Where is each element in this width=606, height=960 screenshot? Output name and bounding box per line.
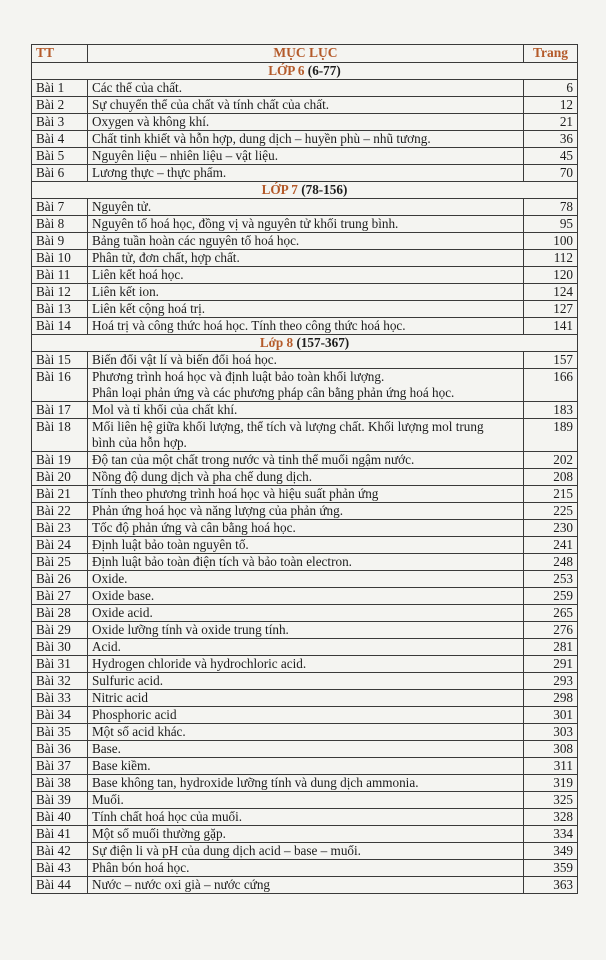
table-row <box>32 233 578 250</box>
lesson-title: Nguyên tố hoá học, đồng vị và nguyên tử khối trung bình. <box>91 216 399 231</box>
lesson-title: Hoá trị và công thức hoá học. Tính theo công thức hoá học. <box>91 318 406 333</box>
lesson-number: Bài 17 <box>32 402 88 419</box>
lesson-title-cell <box>87 352 523 369</box>
lesson-number: Bài 2 <box>32 97 88 114</box>
table-row <box>32 673 578 690</box>
lesson-number: Bài 26 <box>32 571 88 588</box>
lesson-number: Bài 23 <box>32 520 88 537</box>
table-row <box>32 469 578 486</box>
table-row <box>32 369 578 402</box>
lesson-number: Bài 31 <box>32 656 88 673</box>
lesson-page-number: 276 <box>524 622 578 639</box>
lesson-page-number: 45 <box>524 148 578 165</box>
lesson-number: Bài 11 <box>32 267 88 284</box>
lesson-page-number: 230 <box>524 520 578 537</box>
lesson-title-cell <box>87 537 523 554</box>
grade-header-row <box>32 182 578 199</box>
lesson-page-number: 6 <box>524 80 578 97</box>
lesson-title: Liên kết cộng hoá trị. <box>91 301 206 316</box>
lesson-title: Lương thực – thực phẩm. <box>91 165 227 180</box>
lesson-number: Bài 4 <box>32 131 88 148</box>
grade-label: Lớp 8 <box>259 335 294 350</box>
lesson-number: Bài 40 <box>32 809 88 826</box>
table-row <box>32 148 578 165</box>
lesson-number: Bài 16 <box>32 369 88 402</box>
lesson-title-cell <box>87 402 523 419</box>
lesson-title: Oxide base. <box>91 588 155 603</box>
lesson-number: Bài 7 <box>32 199 88 216</box>
lesson-title: Nguyên tử. <box>91 199 152 214</box>
lesson-title-cell <box>87 216 523 233</box>
lesson-title: Chất tinh khiết và hỗn hợp, dung dịch – huyền phù – nhũ tương. <box>91 131 431 146</box>
lesson-title-cell <box>87 588 523 605</box>
lesson-number: Bài 24 <box>32 537 88 554</box>
lesson-title-cell <box>87 267 523 284</box>
lesson-title: Mối liên hệ giữa khối lượng, thể tích và lượng chất. Khối lượng mol trung <box>91 419 484 434</box>
lesson-number: Bài 43 <box>32 860 88 877</box>
table-row <box>32 216 578 233</box>
table-row <box>32 284 578 301</box>
lesson-page-number: 281 <box>524 639 578 656</box>
table-row <box>32 554 578 571</box>
table-row <box>32 792 578 809</box>
table-row <box>32 605 578 622</box>
lesson-title-cell <box>87 605 523 622</box>
lesson-title: Tính theo phương trình hoá học và hiệu suất phản ứng <box>91 486 379 501</box>
lesson-title-cell <box>87 233 523 250</box>
grade-heading <box>32 182 578 199</box>
lesson-title: Tính chất hoá học của muối. <box>91 809 243 824</box>
lesson-page-number: 308 <box>524 741 578 758</box>
lesson-page-number: 202 <box>524 452 578 469</box>
table-row <box>32 843 578 860</box>
lesson-title-cell <box>87 741 523 758</box>
lesson-page-number: 241 <box>524 537 578 554</box>
lesson-number: Bài 38 <box>32 775 88 792</box>
grade-label: LỚP 6 <box>268 63 305 78</box>
lesson-number: Bài 37 <box>32 758 88 775</box>
lesson-title: Liên kết hoá học. <box>91 267 184 282</box>
table-row <box>32 877 578 894</box>
lesson-number: Bài 44 <box>32 877 88 894</box>
lesson-title: Nguyên liệu – nhiên liệu – vật liệu. <box>91 148 279 163</box>
lesson-page-number: 112 <box>524 250 578 267</box>
lesson-page-number: 124 <box>524 284 578 301</box>
lesson-number: Bài 22 <box>32 503 88 520</box>
lesson-title: Định luật bảo toàn điện tích và bảo toàn electron. <box>91 554 352 569</box>
lesson-title-cell <box>87 809 523 826</box>
lesson-number: Bài 32 <box>32 673 88 690</box>
grade-page-range: (157-367) <box>296 335 350 350</box>
lesson-number: Bài 14 <box>32 318 88 335</box>
lesson-page-number: 301 <box>524 707 578 724</box>
table-row <box>32 165 578 182</box>
lesson-title-cell <box>87 826 523 843</box>
table-row <box>32 131 578 148</box>
lesson-number: Bài 35 <box>32 724 88 741</box>
lesson-title-cell <box>87 148 523 165</box>
lesson-title: Phân bón hoá học. <box>91 860 190 875</box>
lesson-title: Oxide. <box>91 571 128 586</box>
lesson-number: Bài 25 <box>32 554 88 571</box>
lesson-number: Bài 19 <box>32 452 88 469</box>
lesson-number: Bài 15 <box>32 352 88 369</box>
lesson-page-number: 253 <box>524 571 578 588</box>
lesson-title-cell <box>87 656 523 673</box>
lesson-page-number: 291 <box>524 656 578 673</box>
lesson-number: Bài 18 <box>32 419 88 452</box>
lesson-title-cell <box>87 860 523 877</box>
grade-page-range: (6-77) <box>307 63 341 78</box>
lesson-title: Sự chuyển thể của chất và tính chất của chất. <box>91 97 330 112</box>
grade-header-row <box>32 335 578 352</box>
lesson-title: Phương trình hoá học và định luật bảo toàn khối lượng. <box>91 369 385 384</box>
lesson-number: Bài 3 <box>32 114 88 131</box>
lesson-page-number: 95 <box>524 216 578 233</box>
lesson-number: Bài 27 <box>32 588 88 605</box>
lesson-page-number: 325 <box>524 792 578 809</box>
lesson-title-cell <box>87 318 523 335</box>
lesson-number: Bài 10 <box>32 250 88 267</box>
lesson-page-number: 183 <box>524 402 578 419</box>
lesson-title-cell <box>87 690 523 707</box>
lesson-page-number: 127 <box>524 301 578 318</box>
table-row <box>32 199 578 216</box>
table-row <box>32 826 578 843</box>
table-row <box>32 741 578 758</box>
lesson-page-number: 21 <box>524 114 578 131</box>
lesson-page-number: 70 <box>524 165 578 182</box>
table-of-contents <box>31 44 578 894</box>
lesson-title-cell <box>87 199 523 216</box>
lesson-number: Bài 28 <box>32 605 88 622</box>
table-row <box>32 318 578 335</box>
lesson-page-number: 349 <box>524 843 578 860</box>
lesson-title: Tốc độ phản ứng và cân bằng hoá học. <box>91 520 296 535</box>
lesson-title: Sulfuric acid. <box>91 673 163 688</box>
lesson-page-number: 166 <box>524 369 578 402</box>
lesson-number: Bài 1 <box>32 80 88 97</box>
lesson-title-cell <box>87 707 523 724</box>
lesson-title-cell <box>87 131 523 148</box>
table-row <box>32 80 578 97</box>
lesson-number: Bài 42 <box>32 843 88 860</box>
lesson-title-cell <box>87 758 523 775</box>
lesson-page-number: 248 <box>524 554 578 571</box>
lesson-title-cell <box>87 639 523 656</box>
lesson-page-number: 303 <box>524 724 578 741</box>
lesson-title: Oxide acid. <box>91 605 153 620</box>
lesson-page-number: 225 <box>524 503 578 520</box>
lesson-page-number: 189 <box>524 419 578 452</box>
lesson-number: Bài 20 <box>32 469 88 486</box>
table-row <box>32 758 578 775</box>
table-row <box>32 97 578 114</box>
table-row <box>32 114 578 131</box>
grade-page-range: (78-156) <box>301 182 348 197</box>
lesson-title: Phản ứng hoá học và năng lượng của phản ứng. <box>91 503 344 518</box>
lesson-title-cell <box>87 469 523 486</box>
lesson-title: Bảng tuần hoàn các nguyên tố hoá học. <box>91 233 300 248</box>
table-row <box>32 656 578 673</box>
table-row <box>32 860 578 877</box>
lesson-page-number: 12 <box>524 97 578 114</box>
lesson-title-cell <box>87 724 523 741</box>
lesson-title: Phosphoric acid <box>91 707 177 722</box>
lesson-title-cell <box>87 792 523 809</box>
table-row <box>32 402 578 419</box>
lesson-page-number: 208 <box>524 469 578 486</box>
lesson-page-number: 100 <box>524 233 578 250</box>
lesson-page-number: 319 <box>524 775 578 792</box>
lesson-page-number: 78 <box>524 199 578 216</box>
lesson-title: Mol và tỉ khối của chất khí. <box>91 402 238 417</box>
table-row <box>32 486 578 503</box>
lesson-title-cell <box>87 571 523 588</box>
lesson-title-cell <box>87 452 523 469</box>
lesson-title-cell <box>87 97 523 114</box>
lesson-number: Bài 8 <box>32 216 88 233</box>
lesson-title-cell <box>87 80 523 97</box>
lesson-page-number: 215 <box>524 486 578 503</box>
header-row <box>32 45 578 63</box>
toc-body <box>32 63 578 894</box>
table-row <box>32 690 578 707</box>
lesson-number: Bài 30 <box>32 639 88 656</box>
lesson-title-cell <box>87 503 523 520</box>
lesson-title: Liên kết ion. <box>91 284 159 299</box>
table-row <box>32 520 578 537</box>
lesson-title-cell <box>87 877 523 894</box>
lesson-number: Bài 34 <box>32 707 88 724</box>
column-header-tt: TT <box>32 45 88 63</box>
lesson-number: Bài 12 <box>32 284 88 301</box>
lesson-title-cell <box>87 284 523 301</box>
table-row <box>32 452 578 469</box>
lesson-title: Định luật bảo toàn nguyên tố. <box>91 537 249 552</box>
lesson-page-number: 120 <box>524 267 578 284</box>
lesson-title: Độ tan của một chất trong nước và tinh thể muối ngậm nước. <box>91 452 415 467</box>
lesson-title: Một số muối thường gặp. <box>91 826 226 841</box>
column-header-page: Trang <box>524 45 578 63</box>
lesson-page-number: 157 <box>524 352 578 369</box>
lesson-page-number: 141 <box>524 318 578 335</box>
lesson-title-continued: Phân loại phản ứng và các phương pháp cân bằng phản ứng hoá học. <box>91 385 455 400</box>
lesson-title: Nitric acid <box>91 690 148 705</box>
lesson-title: Nước – nước oxi già – nước cứng <box>91 877 271 892</box>
lesson-page-number: 363 <box>524 877 578 894</box>
lesson-title: Acid. <box>91 639 121 654</box>
lesson-number: Bài 41 <box>32 826 88 843</box>
lesson-title: Một số acid khác. <box>91 724 186 739</box>
table-row <box>32 724 578 741</box>
grade-header-row <box>32 63 578 80</box>
lesson-title-cell <box>87 622 523 639</box>
lesson-page-number: 298 <box>524 690 578 707</box>
lesson-number: Bài 21 <box>32 486 88 503</box>
lesson-title-cell <box>87 554 523 571</box>
table-row <box>32 267 578 284</box>
lesson-title: Base không tan, hydroxide lưỡng tính và dung dịch ammonia. <box>91 775 419 790</box>
lesson-page-number: 334 <box>524 826 578 843</box>
table-row <box>32 301 578 318</box>
lesson-number: Bài 9 <box>32 233 88 250</box>
lesson-title: Nồng độ dung dịch và pha chế dung dịch. <box>91 469 313 484</box>
lesson-title-cell <box>87 301 523 318</box>
table-row <box>32 537 578 554</box>
lesson-title: Sự điện li và pH của dung dịch acid – base – muối. <box>91 843 361 858</box>
table-row <box>32 588 578 605</box>
lesson-number: Bài 36 <box>32 741 88 758</box>
lesson-page-number: 359 <box>524 860 578 877</box>
lesson-title: Muối. <box>91 792 124 807</box>
lesson-title: Biến đổi vật lí và biến đổi hoá học. <box>91 352 277 367</box>
lesson-number: Bài 29 <box>32 622 88 639</box>
table-row <box>32 250 578 267</box>
table-row <box>32 809 578 826</box>
lesson-title: Oxygen và không khí. <box>91 114 210 129</box>
lesson-title: Base kiềm. <box>91 758 151 773</box>
table-row <box>32 775 578 792</box>
table-row <box>32 707 578 724</box>
lesson-title-cell <box>87 673 523 690</box>
lesson-title: Base. <box>91 741 121 756</box>
lesson-title-cell <box>87 250 523 267</box>
lesson-title: Hydrogen chloride và hydrochloric acid. <box>91 656 307 671</box>
table-row <box>32 622 578 639</box>
lesson-number: Bài 6 <box>32 165 88 182</box>
lesson-title-cell <box>87 165 523 182</box>
lesson-title-cell <box>87 843 523 860</box>
lesson-title-cell <box>87 520 523 537</box>
column-header-title: MỤC LỤC <box>87 45 523 63</box>
lesson-page-number: 328 <box>524 809 578 826</box>
lesson-title-cell <box>87 114 523 131</box>
lesson-title: Oxide lưỡng tính và oxide trung tính. <box>91 622 289 637</box>
lesson-title-cell <box>87 419 523 452</box>
lesson-page-number: 36 <box>524 131 578 148</box>
table-row <box>32 352 578 369</box>
lesson-page-number: 265 <box>524 605 578 622</box>
table-row <box>32 419 578 452</box>
lesson-number: Bài 39 <box>32 792 88 809</box>
lesson-title-cell <box>87 486 523 503</box>
lesson-title-cell <box>87 775 523 792</box>
lesson-page-number: 293 <box>524 673 578 690</box>
lesson-title-cell <box>87 369 523 402</box>
lesson-number: Bài 5 <box>32 148 88 165</box>
table-row <box>32 571 578 588</box>
lesson-title: Các thể của chất. <box>91 80 183 95</box>
grade-heading <box>32 63 578 80</box>
lesson-number: Bài 13 <box>32 301 88 318</box>
grade-label: LỚP 7 <box>261 182 298 197</box>
lesson-page-number: 259 <box>524 588 578 605</box>
grade-heading <box>32 335 578 352</box>
lesson-title: Phân tử, đơn chất, hợp chất. <box>91 250 240 265</box>
table-row <box>32 639 578 656</box>
table-row <box>32 503 578 520</box>
lesson-title-continued: bình của hỗn hợp. <box>91 435 187 450</box>
lesson-page-number: 311 <box>524 758 578 775</box>
lesson-number: Bài 33 <box>32 690 88 707</box>
